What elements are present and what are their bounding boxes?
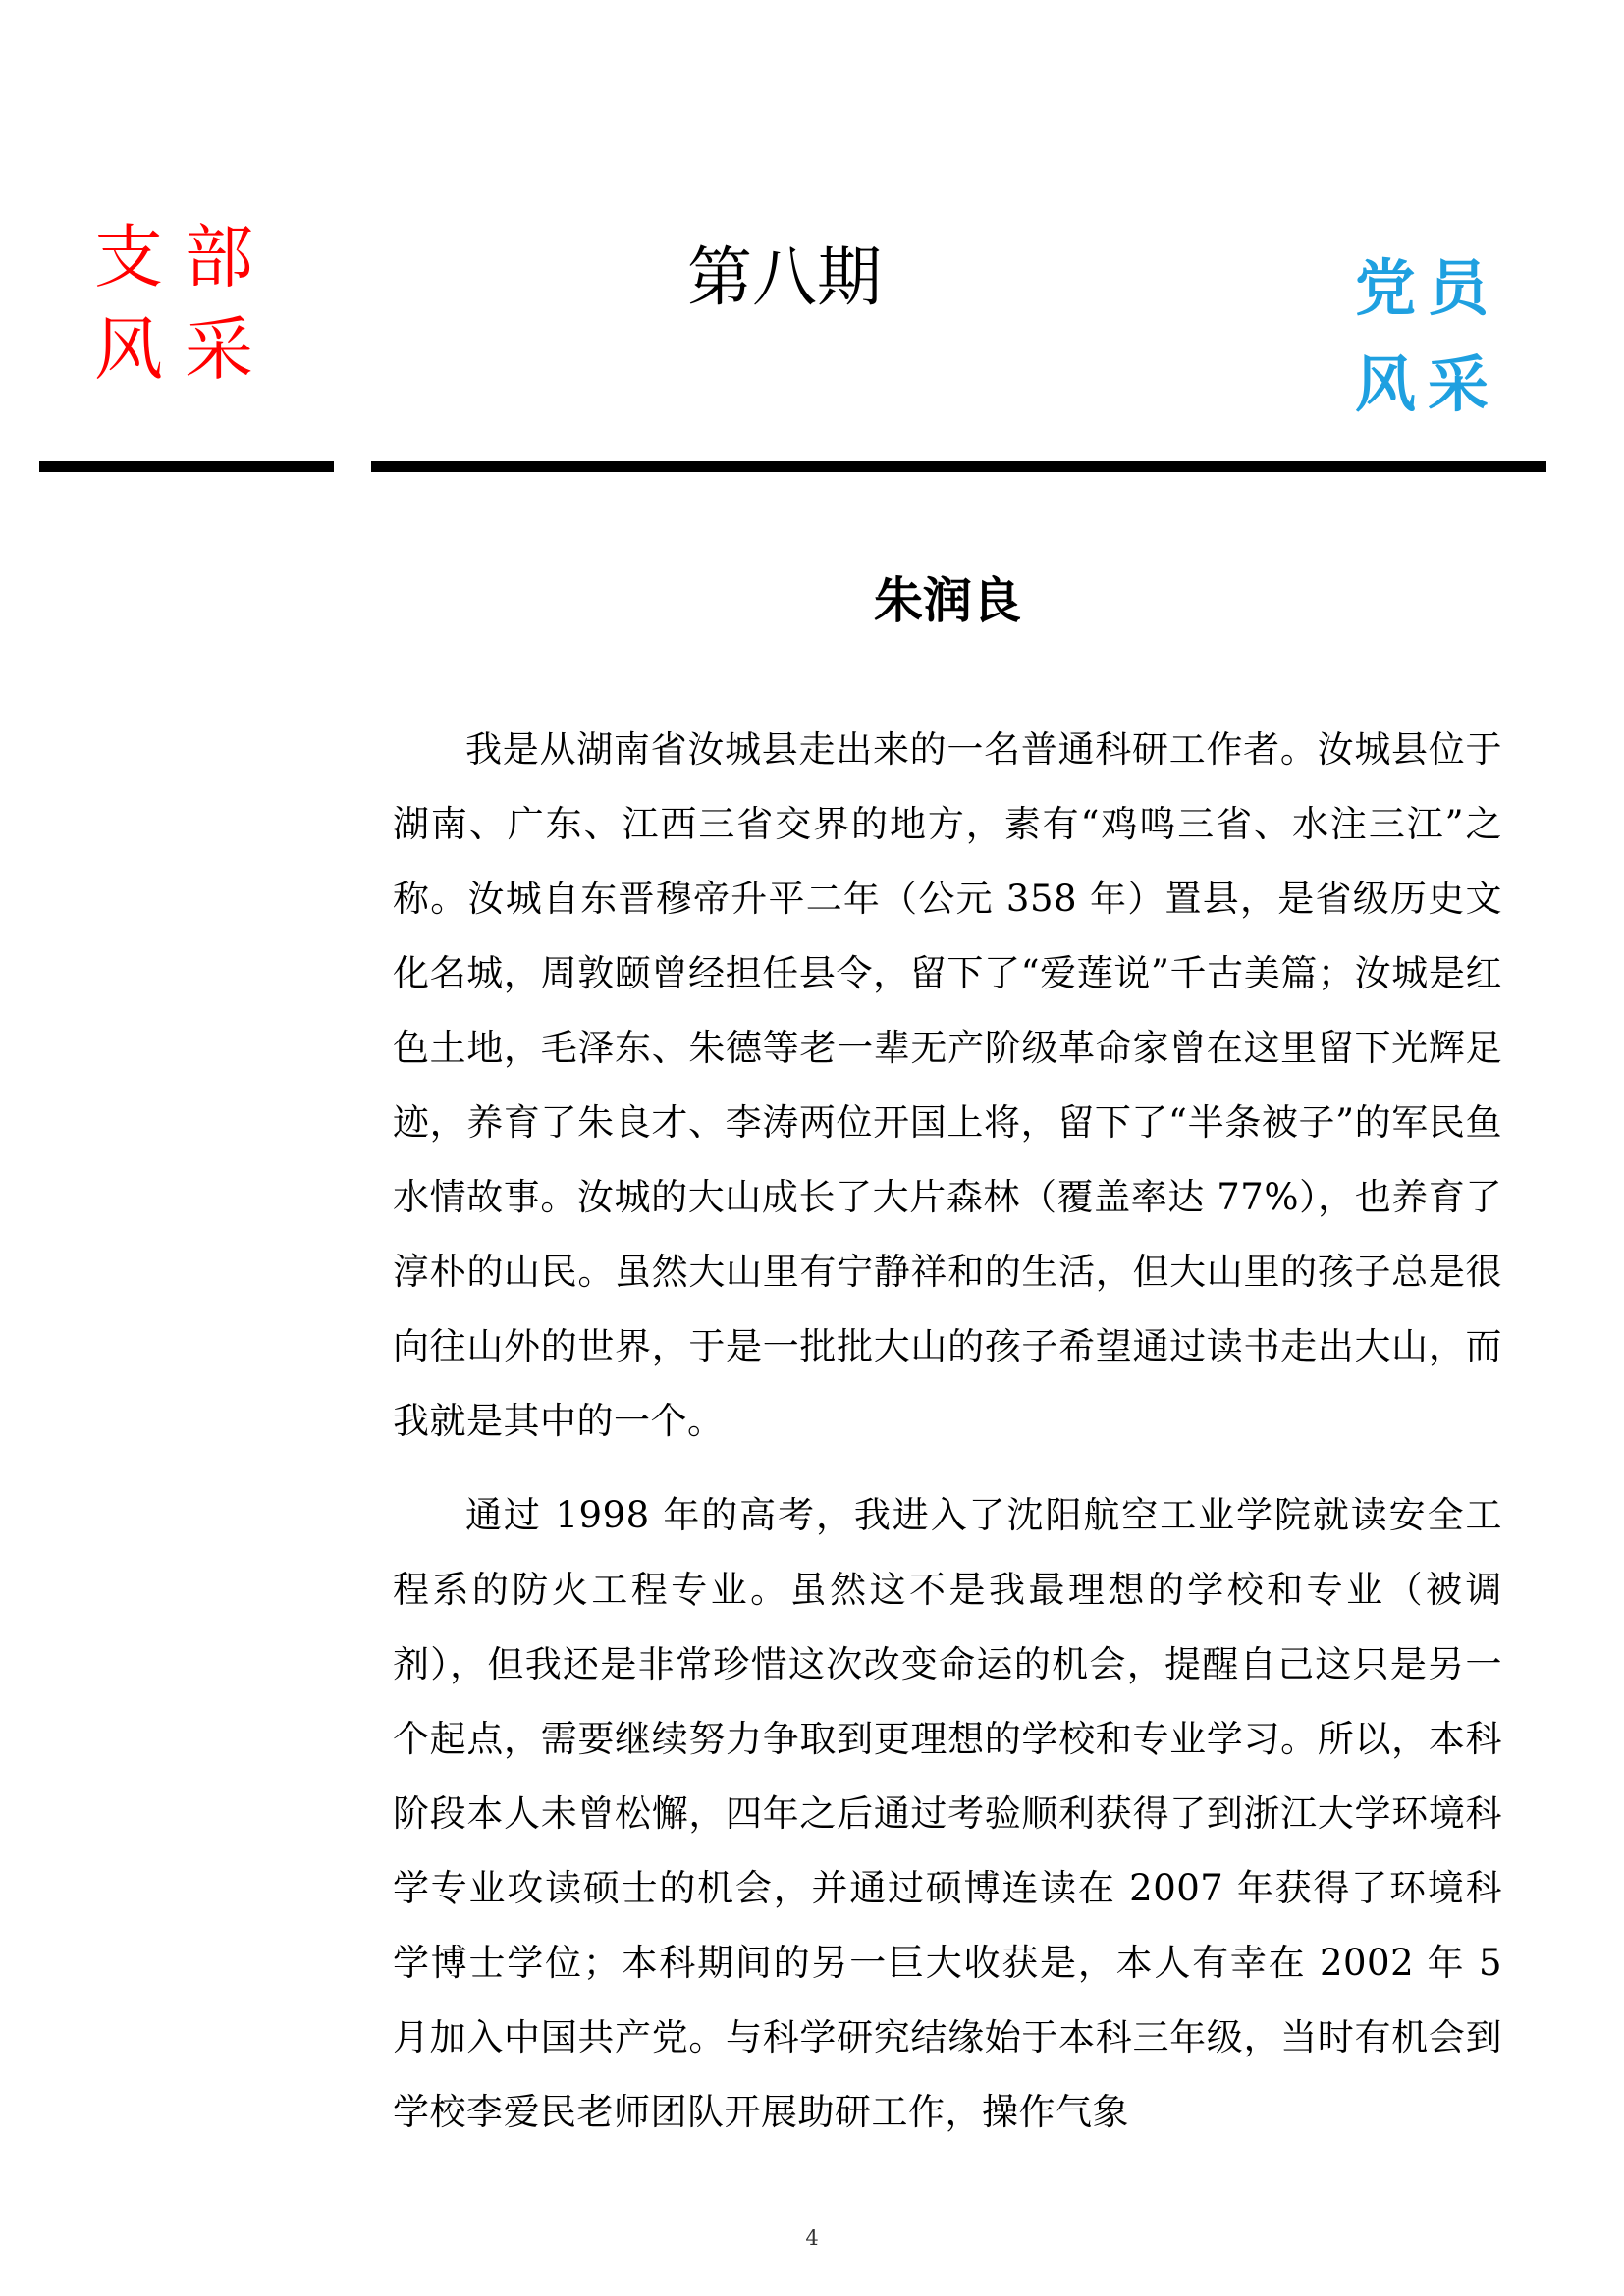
header-rule-left	[39, 461, 334, 472]
branch-style-mark-line-2: 风采	[94, 309, 275, 390]
member-style-mark-line-2: 风采	[1355, 348, 1501, 420]
member-style-mark	[1355, 240, 1542, 433]
article-paragraph-2: 通过 1998 年的高考，我进入了沈阳航空工业学院就读安全工程系的防火工程专业。虽然这不是我最理想的学校和专业（被调剂），但我还是非常珍惜这次改变命运的机会，提醒自己这只是另一个起点，需要继续努力争取到更理想的学校和专业学习。所以，本科阶段本人未曾松懈，四年之后通过考验顺利获得了到浙江大学环境科学专业攻读硕士的机会，并通过硕博连读在 2007 年获得了环境科学博士学位；本科期间的另一巨大收获是，本人有幸在 2002 年 5 月加入中国共产党。与科学研究结缘始于本科三年级，当时有机会到学校李爱民老师团队开展助研工作，操作气象	[393, 1494, 1502, 2133]
header-rule-right	[371, 461, 1546, 472]
page-number: 4	[805, 2226, 819, 2250]
issue-title: 第八期	[687, 240, 882, 315]
member-style-mark-line-1: 党员	[1355, 252, 1501, 324]
branch-style-mark-line-1: 支部	[94, 217, 275, 297]
article-paragraph-1: 我是从湖南省汝城县走出来的一名普通科研工作者。汝城县位于湖南、广东、江西三省交界的地方，素有“鸡鸣三省、水注三江”之称。汝城自东晋穆帝升平二年（公元 358 年）置县，是省级历史文化名城，周敦颐曾经担任县令，留下了“爱莲说”千古美篇；汝城是红色土地，毛泽东、朱德等老一辈无产阶级革命家曾在这里留下光辉足迹，养育了朱良才、李涛两位开国上将，留下了“半条被子”的军民鱼水情故事。汝城的大山成长了大片森林（覆盖率达 77%），也养育了淳朴的山民。虽然大山里有宁静祥和的生活，但大山里的孩子总是很向往山外的世界，于是一批批大山的孩子希望通过读书走出大山，而我就是其中的一个。	[393, 728, 1502, 1442]
branch-style-mark	[94, 211, 281, 396]
author-name: 朱润良	[874, 572, 1021, 629]
article-body	[393, 713, 1502, 2169]
